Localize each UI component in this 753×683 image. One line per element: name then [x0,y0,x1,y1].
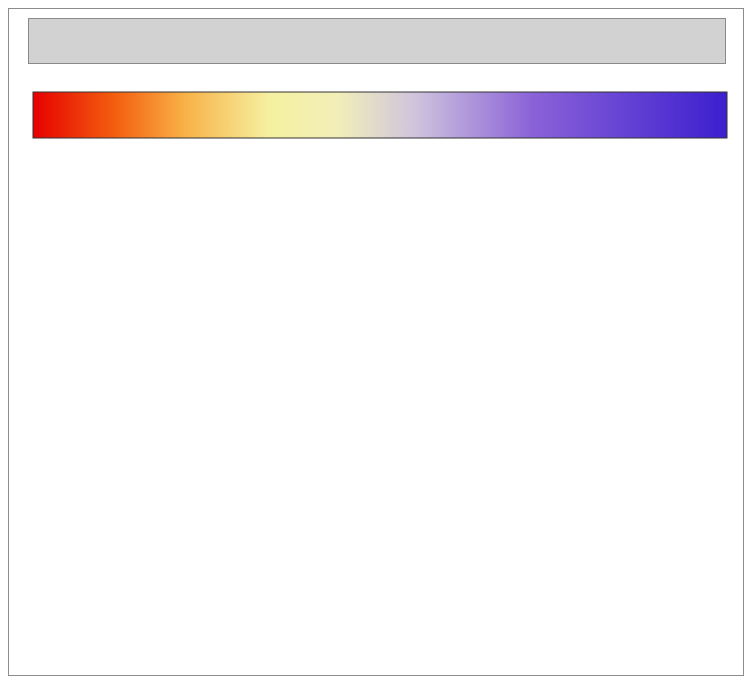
temperature-gradient-bar [33,92,727,138]
